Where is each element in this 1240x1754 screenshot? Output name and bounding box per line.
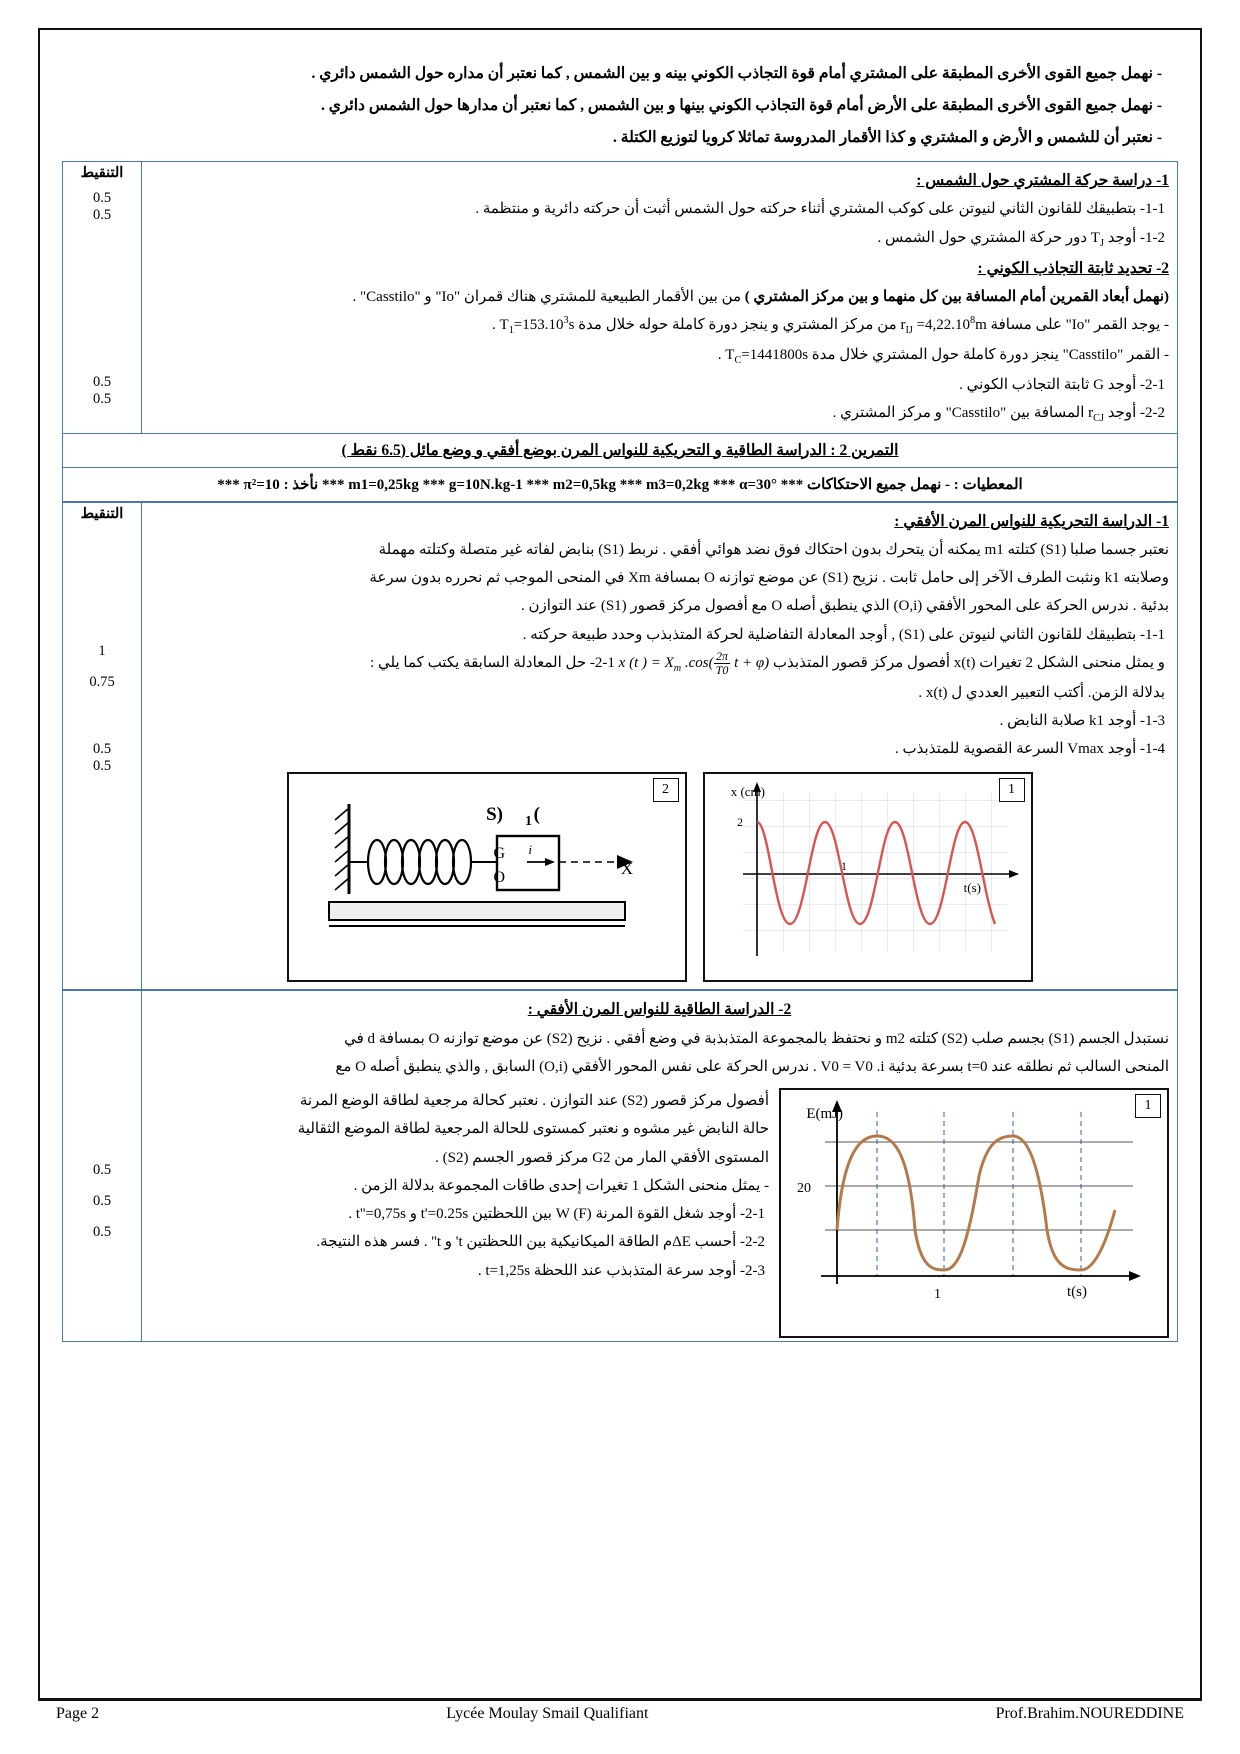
part2-e3: أفصول مركز قصور (S2) عند التوازن . نعتبر كحالة مرجعية لطاقة الوضع المرنة — [299, 1093, 769, 1110]
jupiter-p3-a: - القمر "Casstilo" ينجز دورة كاملة حول المشتري خلال مدة T — [725, 346, 1169, 363]
pts-q21: 0.5 — [92, 374, 112, 391]
axis-X-label: X — [620, 859, 633, 879]
eq-frac-den: T0 — [715, 662, 729, 677]
graph2-ytick: 20 — [797, 1181, 811, 1197]
jupiter-q22-a: 2-2- أوجد r — [1088, 404, 1165, 421]
exercise2-part1-table — [62, 502, 1178, 991]
pts-q11: 0.5 — [92, 190, 112, 207]
part1-p3: بدئية . ندرس الحركة على المحور الأفقي (O,i) الذي ينطبق أصله O مع أفصول مركز قصور (S1) عند التوازن . — [521, 598, 1169, 615]
part1-q14: 1-4- أوجد Vmax السرعة القصوية للمتذبذب . — [895, 741, 1165, 758]
footer-right: Page 2 — [56, 1705, 100, 1722]
jupiter-subtitle-1: 1- دراسة حركة المشتري حول الشمس : — [916, 172, 1169, 190]
graph2-ylabel: E(mJ) — [806, 1106, 843, 1123]
exercise2-part2-points — [63, 991, 142, 1342]
part2-content-row — [150, 1082, 1169, 1338]
eq-tail: t + φ) — [730, 654, 770, 671]
part1-q12 — [150, 650, 1169, 678]
part2-q23: 2-3- أوجد سرعة المتذبذب عند اللحظة t=1,25s . — [477, 1262, 765, 1279]
part1-q11: 1-1- بتطبيقك للقانون الثاني لنيوتن على (S1) , أوجد المعادلة التفاضلية لحركة المتذبذب وحدد طبيعة حركته . — [522, 626, 1165, 643]
graph-energy-svg — [781, 1090, 1167, 1336]
jupiter-p1-bold: (نهمل أبعاد القمرين أمام المسافة بين كل منهما و بين مركز المشتري ) — [744, 288, 1169, 305]
figure-energy-number: 1 — [1135, 1094, 1161, 1118]
jupiter-p3-sub: C — [734, 354, 742, 366]
intro-line-3: - نعتبر أن للشمس و الأرض و المشتري و كذا الأقمار المدروسة تماثلا كرويا لتوزيع الكتلة . — [613, 128, 1162, 146]
exercise2-banner-text: التمرين 2 : الدراسة الطاقية و التحريكية للنواس المرن بوضع أفقي و وضع مائل (6.5 نقط ) — [341, 441, 899, 459]
exercise2-givens: المعطيات : - نهمل جميع الاحتكاكات *** m1=0,25kg *** g=10N.kg-1 *** m2=0,5kg *** m3=0,2kg *** α=30° *** نأخذ : π²=10 *** — [62, 468, 1178, 502]
jupiter-p2-sub2: 1 — [508, 324, 514, 336]
exercise2-part2-table — [62, 990, 1178, 1342]
graph1-xtick: 1 — [840, 859, 847, 874]
part1-q12-b: و يمثل منحنى الشكل 2 تغيرات x(t) أفصول مركز قصور المتذبذب — [772, 654, 1165, 671]
s1-label: (S — [485, 804, 503, 826]
figures-row — [150, 764, 1169, 986]
jupiter-p2-sub: IJ — [905, 324, 913, 336]
jupiter-section-body — [142, 162, 1178, 433]
jupiter-subtitle-2: 2- تحديد ثابتة التجاذب الكوني : — [977, 259, 1169, 277]
eq-frac-num: 2π — [714, 650, 731, 664]
pts-e2-q11: 1 — [98, 642, 106, 659]
intro-line-2: - نهمل جميع القوى الأخرى المطبقة على الأرض أمام قوة التجاذب الكوني بينها و بين الشمس , كما نعتبر أن مدارها حول الشمس دائري . — [321, 96, 1162, 114]
jupiter-p2-sup: 8 — [970, 314, 976, 326]
part2-title: 2- الدراسة الطاقية للنواس المرن الأفقي : — [527, 1001, 792, 1019]
graph2-xlabel: t(s) — [1067, 1284, 1087, 1301]
part2-e6: - يمثل منحنى الشكل 1 تغيرات إحدى طاقات المجموعة بدلالة الزمن . — [353, 1177, 769, 1194]
exercise2-part1-points — [63, 502, 142, 990]
exercise2-banner — [62, 434, 1178, 468]
jupiter-p2-a: - يوجد القمر "Io" على مسافة r — [900, 316, 1169, 333]
jupiter-p2-tail: s . — [492, 316, 575, 333]
part1-q12-a: 1-2- حل المعادلة السابقة يكتب كما يلي : — [370, 654, 615, 671]
jupiter-p2-mid: =4,22.10 — [912, 316, 971, 333]
graph2-xtick: 1 — [934, 1287, 941, 1303]
jupiter-points-column — [63, 162, 142, 433]
figure-2-number: 2 — [653, 778, 679, 802]
pts-e2-q23: 0.5 — [92, 1224, 112, 1241]
block-label-G: G — [492, 845, 505, 863]
s1-paren: ) — [533, 804, 540, 826]
jupiter-q12-text: 1-2- أوجد T — [1090, 229, 1165, 246]
jupiter-q21: 2-1- أوجد G ثابتة التجاذب الكوني . — [959, 376, 1165, 393]
part2-e2: المنحى السالب ثم نطلقه عند t=0 بسرعة بدئية V0 = V0 .i . ندرس الحركة على نفس المحور الأفقي (O,i) السابق , والذي ينطبق أصله O مع — [335, 1058, 1169, 1075]
intro-line-1: - نهمل جميع القوى الأخرى المطبقة على المشتري أمام قوة التجاذب الكوني بينه و بين الشمس , كما نعتبر أن مداره حول الشمس دائري . — [311, 65, 1162, 82]
eq-x: x (t ) = X — [618, 654, 674, 671]
points-header-2: التنقيط — [80, 505, 124, 522]
document-page — [38, 28, 1202, 1700]
figure-1-number: 1 — [999, 778, 1025, 802]
jupiter-p3-end: =1441800s . — [717, 346, 809, 363]
part2-e1: نستبدل الجسم (S1) بجسم صلب (S2) كتلته m2 و نحتفظ بالمجموعة المتذبذبة في وضع أفقي . نزيح (S2) عن موضع توازنه O بمسافة d في — [344, 1030, 1169, 1047]
eq-cos: .cos( — [681, 654, 714, 671]
graph-x-svg — [705, 774, 1031, 980]
jupiter-p1 — [150, 284, 1169, 310]
jupiter-q22-sub: CJ — [1093, 412, 1104, 424]
exercise2-part2-body — [142, 991, 1178, 1342]
pts-e2-q22: 0.5 — [92, 1193, 112, 1210]
graph1-ylabel: x (cm) — [730, 784, 765, 800]
figure-x-of-t — [703, 772, 1033, 982]
jupiter-p1-text: من بين الأقمار الطبيعية للمشتري هناك قمران "Io" و "Casstilo" . — [352, 288, 742, 305]
jupiter-p2-mid2: m من مركز المشتري و ينجز دورة كاملة حوله خلال مدة T — [499, 316, 987, 333]
jupiter-section-table — [62, 161, 1178, 433]
exercise2-part1-body — [142, 502, 1178, 990]
block-label-O: O — [492, 869, 505, 887]
jupiter-q12 — [150, 225, 1169, 253]
jupiter-p2-sup2: 3 — [563, 314, 569, 326]
footer-center: Lycée Moulay Smail Qualifiant — [446, 1705, 649, 1722]
jupiter-q12-rest: دور حركة المشتري حول الشمس . — [877, 229, 1091, 246]
page-footer — [38, 1700, 1202, 1727]
jupiter-q11: 1-1- بتطبيقك للقانون الثاني لنيوتن على كوكب المشتري أثناء حركته حول الشمس أثبت أن حركته دائرية و منتظمة . — [475, 201, 1165, 218]
jupiter-p3 — [150, 342, 1169, 370]
jupiter-p2 — [150, 312, 1169, 340]
figure-spring-mass — [287, 772, 687, 982]
graph1-xlabel: t(s) — [963, 880, 981, 896]
pts-q12: 0.5 — [92, 207, 112, 224]
graph1-ytick: 2 — [736, 815, 743, 830]
jupiter-q22-rest: المسافة بين "Casstilo" و مركز المشتري . — [832, 404, 1089, 421]
schematic-svg — [289, 774, 685, 980]
pts-e2-q13: 0.5 — [92, 740, 112, 757]
pts-e2-q21: 0.5 — [92, 1162, 112, 1179]
part2-e5: المستوى الأفقي المار من G2 مركز قصور الجسم (S2) . — [435, 1149, 769, 1166]
part2-q22: 2-2- أحسب ΔEم الطاقة الميكانيكية بين اللحظتين t' و t'' . فسر هذه النتيجة. — [316, 1234, 765, 1251]
part1-q12-equation — [619, 650, 770, 678]
vector-i-label: i — [527, 842, 532, 858]
part1-q12c: بدلالة الزمن. أكتب التعبير العددي ل x(t) . — [918, 684, 1165, 701]
pts-spacer — [71, 224, 133, 374]
part1-q13: 1-3- أوجد k1 صلابة النابض . — [999, 712, 1165, 729]
part2-e4: حالة النابض غير مشوه و نعتبر كمستوى للحالة المرجعية لطاقة الموضع الثقالية — [297, 1121, 769, 1138]
eq-fraction — [714, 650, 731, 676]
s1-sub: 1 — [524, 814, 532, 830]
part2-text-column — [150, 1082, 769, 1286]
jupiter-q12-sub: J — [1099, 237, 1104, 249]
part1-p2: وصلابته k1 ونثبت الطرف الآخر إلى حامل ثابت . نزيح (S1) عن موضع توازنه O بمسافة Xm في المنحى الموجب ثم نحرره بدون سرعة — [369, 570, 1169, 587]
intro-notes — [62, 48, 1178, 161]
pts-e2-q12: 0.75 — [89, 673, 115, 690]
pts-q22: 0.5 — [92, 391, 112, 408]
jupiter-p2-end: =153.10 — [513, 316, 564, 333]
part1-p1: نعتبر جسما صلبا (S1) كتلته m1 يمكنه أن يتحرك بدون احتكاك فوق نضد هوائي أفقي . نربط (S1) بنابض لفاته غير متصلة وكتلته مهملة — [378, 541, 1169, 558]
pts-e2-q14: 0.5 — [92, 757, 112, 774]
eq-sub: m — [673, 662, 682, 674]
part2-q21: 2-1- أوجد شغل القوة المرنة W (F) بين اللحظتين t'=0.25s و t''=0,75s . — [348, 1206, 765, 1223]
points-header-1: التنقيط — [80, 165, 124, 182]
part1-title: 1- الدراسة التحريكية للنواس المرن الأفقي : — [894, 512, 1169, 530]
jupiter-q22 — [150, 400, 1169, 428]
footer-left: Prof.Brahim.NOUREDDINE — [995, 1705, 1184, 1722]
figure-energy — [779, 1088, 1169, 1338]
